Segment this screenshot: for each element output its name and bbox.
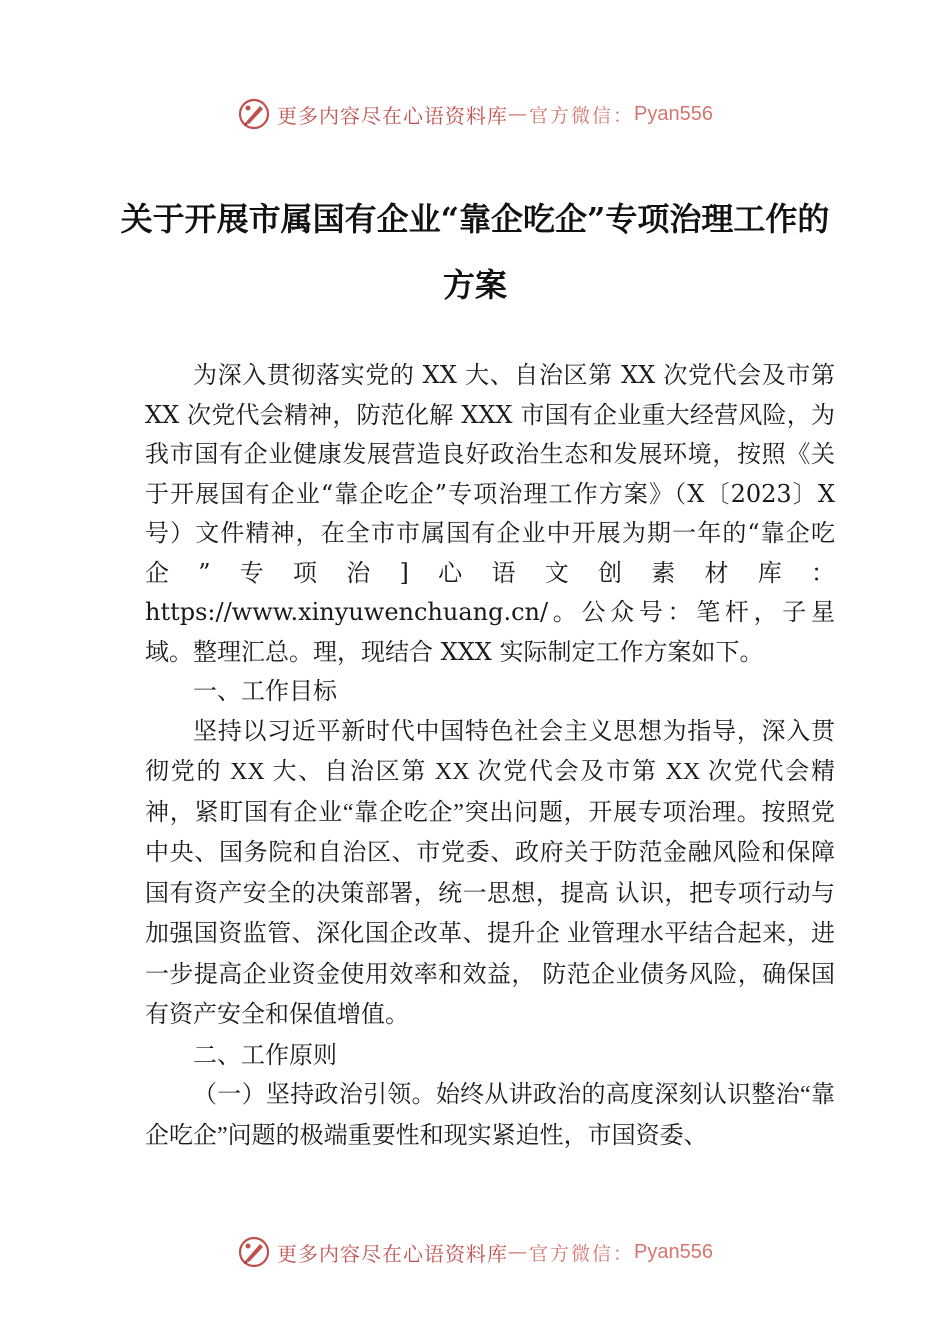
watermark-wechat-id: Pyan556 bbox=[634, 102, 713, 125]
document-title: 关于开展市属国有企业“靠企吃企”专项治理工作的方案 bbox=[120, 200, 830, 304]
intro-paragraph: 为深入贯彻落实党的 XX 大、自治区第 XX 次党代会及市第 XX 次党代会精神，防范化解 XXX 市国有企业重大经营风险，为我市国有企业健康发展营造良好政治生态和发展环境，按照《关于开展国有企业“靠企吃企”专项治理工作方案》（X〔2023〕X 号）文件精神，在全市市属国有企业中开展为期一年的“靠企吃企”专项治]心语文创素材库：https://www.xinyuwenchuang.cn/。公众号：笔杆，子星域。整理汇总。理，现结合 XXX 实际制定工作方案如下。 bbox=[145, 361, 835, 666]
section-heading-goals: 一、工作目标 bbox=[193, 677, 337, 705]
brush-logo-icon bbox=[237, 1235, 271, 1269]
watermark-site-text: 更多内容尽在心语资料库 bbox=[277, 1241, 508, 1266]
watermark-separator: — bbox=[508, 103, 529, 125]
watermark-separator: — bbox=[508, 1241, 529, 1263]
document-body bbox=[145, 356, 835, 1156]
principle-item-1: （一）坚持政治引领。始终从讲政治的高度深刻认识整治“靠企吃企”问题的极端重要性和现实紧迫性，市国资委、 bbox=[145, 1082, 835, 1149]
watermark-site-text: 更多内容尽在心语资料库 bbox=[277, 103, 508, 128]
watermark-wechat-id: Pyan556 bbox=[634, 1240, 713, 1263]
goals-paragraph: 坚持以习近平新时代中国特色社会主义思想为指导，深入贯彻党的 XX 大、自治区第 XX 次党代会及市第 XX 次党代会精神，紧盯国有企业“靠企吃企”突出问题，开展专项治理。按照党中央、国务院和自治区、市党委、政府关于防范金融风险和保障国有资产安全的决策部署，统一思想，提高 认识，把专项行动与加强国资监管、深化国企改革、提升企 业管理水平结合起来，进一步提高企业资金使用效率和效益， 防范企业债务风险，确保国有资产安全和保值增值。 bbox=[145, 718, 835, 1028]
footer-watermark bbox=[0, 1232, 950, 1272]
watermark-official-label: 官方微信： bbox=[529, 1242, 635, 1265]
header-watermark bbox=[0, 94, 950, 134]
watermark-official-label: 官方微信： bbox=[529, 104, 635, 127]
brush-logo-icon bbox=[237, 97, 271, 131]
section-heading-principles: 二、工作原则 bbox=[193, 1040, 337, 1069]
